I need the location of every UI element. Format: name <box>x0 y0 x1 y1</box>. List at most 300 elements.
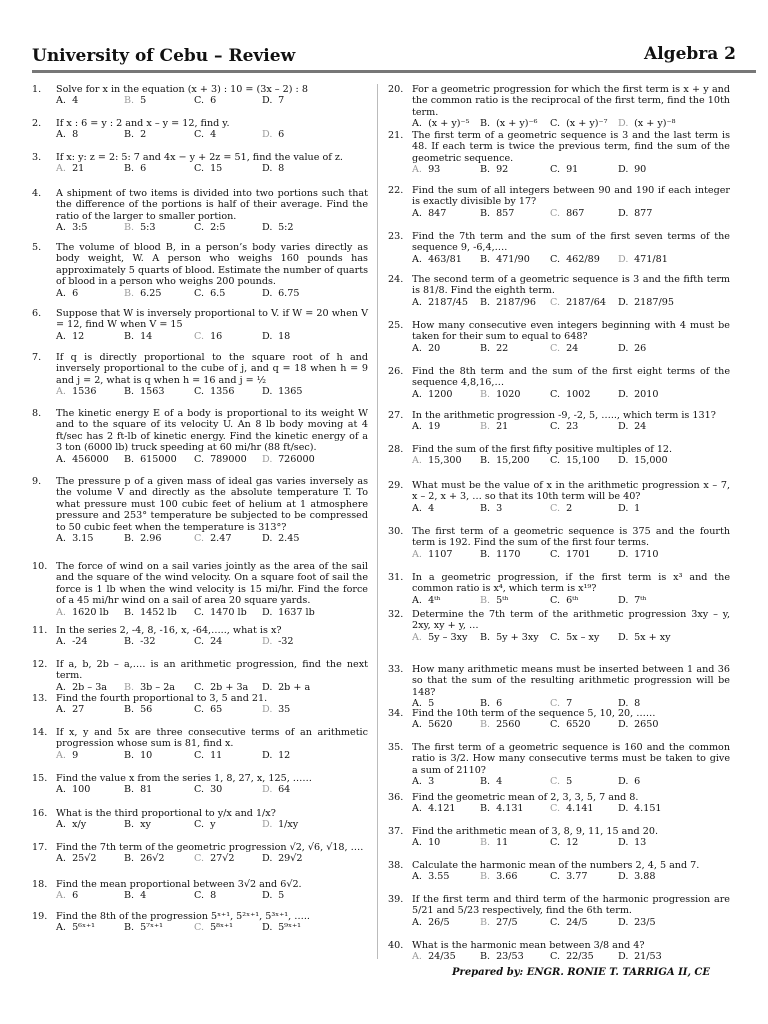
option-letter: B. <box>480 421 491 433</box>
question-number: 5. <box>32 242 42 253</box>
answer-options <box>56 386 368 397</box>
question-number: 21. <box>388 130 404 141</box>
question-text: Find the 8th of the progression 5ˣ⁺¹, 5²ˣ⁺¹, 5³ˣ⁺¹, ….. <box>56 911 310 922</box>
option-letter: B. <box>124 533 135 545</box>
option-letter: A. <box>412 502 422 514</box>
option-text: 26√2 <box>140 853 165 865</box>
option-letter: A. <box>412 776 422 788</box>
option-letter: D. <box>618 455 629 467</box>
question-text: The first term of a geometric sequence is 375 and the fourth term is 192. Find the sum of the first four terms. <box>412 526 730 549</box>
option-text: (x + y)⁻⁵ <box>428 118 470 130</box>
option-text: 6 <box>210 95 217 107</box>
option-text: 5⁶ˣ⁺¹ <box>72 922 95 934</box>
option-letter: D. <box>262 819 273 831</box>
option-text: 6 <box>72 287 79 299</box>
option-letter: D. <box>618 951 629 963</box>
answer-option <box>194 331 262 342</box>
answer-option <box>124 704 194 715</box>
option-text: 20 <box>428 342 441 354</box>
option-letter: A. <box>56 890 66 902</box>
answer-option <box>124 386 194 397</box>
option-text: 4.131 <box>496 803 524 815</box>
option-letter: D. <box>618 253 629 265</box>
answer-option <box>124 636 194 647</box>
option-letter: D. <box>262 287 273 299</box>
option-letter: D. <box>262 890 273 902</box>
question-text: The kinetic energy E of a body is proportional to its weight W and to the square of its velocity U. An 8 lb body moving at 4 ft/sec has 2 ft-lb of kinetic energy. Find the kinetic energy of a 3 ton (6000 lb) truck speeding at 60 mi/hr (88 ft/sec). <box>56 408 368 454</box>
option-text: 867 <box>566 207 585 219</box>
option-text: 8 <box>278 163 285 175</box>
option-letter: C. <box>550 455 561 467</box>
answer-option <box>124 890 194 901</box>
question-number: 1. <box>32 84 42 95</box>
option-letter: C. <box>194 749 205 761</box>
option-letter: C. <box>194 163 205 175</box>
option-text: 5ᵗʰ <box>496 594 509 606</box>
question-item <box>388 274 730 308</box>
option-text: -24 <box>72 636 88 648</box>
question-number: 19. <box>32 911 48 922</box>
option-letter: B. <box>480 455 491 467</box>
option-text: 1452 lb <box>140 606 177 618</box>
answer-options <box>56 222 368 233</box>
question-item <box>32 693 368 716</box>
answer-option <box>412 549 480 560</box>
answer-options <box>412 343 730 354</box>
question-text: Find the 7th term of the geometric progression √2, √6, √18, …. <box>56 842 364 853</box>
option-letter: C. <box>550 916 561 928</box>
answer-option <box>56 853 124 864</box>
question-number: 23. <box>388 231 404 242</box>
answer-option <box>124 163 194 174</box>
answer-options <box>412 164 730 175</box>
answer-option <box>56 607 124 618</box>
question-item <box>32 242 368 299</box>
option-letter: B. <box>124 922 135 934</box>
option-text: 5y + 3xy <box>496 631 539 643</box>
option-text: 27 <box>72 704 85 716</box>
answer-option <box>480 917 550 928</box>
option-letter: C. <box>194 330 205 342</box>
answer-option <box>194 163 262 174</box>
option-letter: C. <box>550 803 561 815</box>
answer-option <box>618 421 730 432</box>
answer-option <box>194 682 262 693</box>
answer-option <box>262 163 368 174</box>
option-text: 6ᵗʰ <box>566 594 579 606</box>
question-number: 4. <box>32 188 42 199</box>
option-letter: A. <box>56 636 66 648</box>
answer-option <box>480 549 550 560</box>
answer-options <box>412 719 730 730</box>
answer-option <box>618 549 730 560</box>
question-item <box>32 308 368 342</box>
option-text: 4.121 <box>428 803 456 815</box>
option-letter: D. <box>262 163 273 175</box>
question-number: 33. <box>388 664 404 675</box>
question-text: In a geometric progression, if the first term is x³ and the common ratio is x⁴, which term is x¹⁹? <box>412 572 730 595</box>
option-text: 26/5 <box>428 916 450 928</box>
option-letter: D. <box>262 853 273 865</box>
option-text: 2.45 <box>278 533 300 545</box>
answer-option <box>56 819 124 830</box>
answer-option <box>194 636 262 647</box>
question-item <box>32 879 368 902</box>
option-letter: B. <box>480 342 491 354</box>
option-text: 24 <box>634 421 647 433</box>
option-text: 6.75 <box>278 287 300 299</box>
question-item <box>388 894 730 928</box>
question-text: If x: y: z = 2: 5: 7 and 4x − y + 2z = 51, find the value of z. <box>56 152 343 163</box>
answer-options <box>56 922 368 933</box>
question-text: The pressure p of a given mass of ideal gas varies inversely as the volume V and directly as the absolute temperature T. To what pressure must 100 cubic feet of helium at 1 atmosphere pressure and 253° temperature be subjected to be compressed to 50 cubic feet when the temperature is 313°? <box>56 476 368 533</box>
question-number: 36. <box>388 792 404 803</box>
answer-options <box>56 163 368 174</box>
option-letter: C. <box>194 533 205 545</box>
option-text: 92 <box>496 164 509 176</box>
answer-option <box>56 288 124 299</box>
option-letter: B. <box>480 719 491 731</box>
answer-option <box>412 776 480 787</box>
answer-option <box>56 163 124 174</box>
answer-options <box>56 636 368 647</box>
option-letter: C. <box>194 819 205 831</box>
option-letter: D. <box>262 681 273 693</box>
option-text: 15 <box>210 163 223 175</box>
question-number: 32. <box>388 609 404 620</box>
question-number: 20. <box>388 84 404 95</box>
answer-options <box>56 750 368 761</box>
option-text: 6 <box>634 776 641 788</box>
option-letter: C. <box>194 922 205 934</box>
option-letter: B. <box>480 871 491 883</box>
option-letter: B. <box>124 681 135 693</box>
option-text: 7 <box>278 95 285 107</box>
option-text: 23 <box>566 421 579 433</box>
question-item <box>388 664 730 710</box>
option-letter: D. <box>618 776 629 788</box>
option-text: 5⁷ˣ⁺¹ <box>140 922 163 934</box>
answer-option <box>56 704 124 715</box>
question-item <box>388 572 730 606</box>
option-letter: B. <box>124 386 135 398</box>
option-letter: D. <box>262 636 273 648</box>
option-text: 26 <box>634 342 647 354</box>
question-item <box>32 84 368 107</box>
answer-option <box>412 595 480 606</box>
question-item <box>32 152 368 175</box>
answer-option <box>550 803 618 814</box>
question-text: Find the 10th term of the sequence 5, 10, 20, …… <box>412 708 656 719</box>
question-text: The first term of a geometric sequence is 160 and the common ratio is 3/2. How many consecutive terms must be taken to give a sum of 2110? <box>412 742 730 776</box>
option-letter: B. <box>480 594 491 606</box>
answer-option <box>480 503 550 514</box>
option-letter: B. <box>124 853 135 865</box>
option-letter: A. <box>56 386 66 398</box>
option-letter: B. <box>124 636 135 648</box>
question-text: What must be the value of x in the arithmetic progression x – 7, x – 2, x + 3, … so that its 10th term will be 40? <box>412 480 730 503</box>
option-letter: B. <box>124 704 135 716</box>
answer-option <box>550 776 618 787</box>
option-text: 1563 <box>140 386 165 398</box>
option-text: (x + y)⁻⁷ <box>566 118 608 130</box>
answer-options <box>412 254 730 265</box>
answer-option <box>262 533 368 544</box>
option-text: 471/81 <box>634 253 668 265</box>
option-letter: C. <box>194 386 205 398</box>
option-text: 1 <box>634 502 641 514</box>
question-number: 34. <box>388 708 404 719</box>
option-letter: B. <box>480 164 491 176</box>
answer-options <box>412 208 730 219</box>
question-item <box>388 130 730 176</box>
option-letter: B. <box>124 819 135 831</box>
option-text: 10 <box>140 749 153 761</box>
option-letter: A. <box>56 163 66 175</box>
option-text: 15,300 <box>428 455 462 467</box>
option-text: 29√2 <box>278 853 303 865</box>
answer-option <box>618 118 730 129</box>
answer-option <box>194 819 262 830</box>
option-letter: D. <box>262 386 273 398</box>
option-text: 3 <box>428 776 435 788</box>
answer-option <box>550 503 618 514</box>
answer-option <box>124 222 194 233</box>
answer-option <box>262 129 368 140</box>
option-text: 2187/45 <box>428 296 468 308</box>
answer-option <box>124 607 194 618</box>
option-letter: D. <box>618 698 629 710</box>
answer-option <box>124 682 194 693</box>
question-text: For a geometric progression for which the first term is x + y and the common ratio is the reciprocal of the first term, find the 10th term. <box>412 84 730 118</box>
question-item <box>32 476 368 544</box>
option-letter: D. <box>262 95 273 107</box>
option-letter: A. <box>412 951 422 963</box>
answer-option <box>262 222 368 233</box>
answer-options <box>412 421 730 432</box>
answer-option <box>412 503 480 514</box>
prepared-by: Prepared by: ENGR. RONIE T. TARRIGA II, CE <box>452 967 710 978</box>
option-text: 21 <box>496 421 509 433</box>
option-text: 35 <box>278 704 291 716</box>
answer-options <box>56 890 368 901</box>
option-letter: B. <box>480 837 491 849</box>
answer-option <box>124 750 194 761</box>
option-letter: C. <box>194 890 205 902</box>
answer-option <box>412 297 480 308</box>
answer-option <box>412 118 480 129</box>
answer-option <box>550 164 618 175</box>
option-letter: A. <box>56 222 66 234</box>
question-text: Determine the 7th term of the arithmetic progression 3xy – y, 2xy, xy + y, … <box>412 609 730 632</box>
option-text: 789000 <box>210 453 247 465</box>
option-letter: D. <box>262 606 273 618</box>
answer-option <box>480 595 550 606</box>
option-letter: A. <box>412 594 422 606</box>
question-item <box>388 742 730 788</box>
option-text: 24/35 <box>428 951 456 963</box>
option-letter: C. <box>550 118 561 130</box>
answer-option <box>194 750 262 761</box>
option-letter: C. <box>194 222 205 234</box>
option-letter: A. <box>56 129 66 141</box>
question-number: 15. <box>32 773 48 784</box>
option-text: x/y <box>72 819 87 831</box>
answer-option <box>262 853 368 864</box>
question-item <box>388 366 730 400</box>
option-letter: C. <box>194 784 205 796</box>
option-text: -32 <box>140 636 156 648</box>
option-text: 5x + xy <box>634 631 671 643</box>
option-letter: D. <box>618 719 629 731</box>
answer-option <box>412 837 480 848</box>
question-item <box>388 826 730 849</box>
option-text: 65 <box>210 704 223 716</box>
option-text: 3b – 2a <box>140 681 176 693</box>
question-number: 37. <box>388 826 404 837</box>
option-text: 1170 <box>496 548 521 560</box>
option-text: 1620 lb <box>72 606 109 618</box>
option-letter: B. <box>124 95 135 107</box>
option-text: 1020 <box>496 388 521 400</box>
option-letter: D. <box>262 533 273 545</box>
question-item <box>388 320 730 354</box>
answer-option <box>550 254 618 265</box>
option-text: 3:5 <box>72 222 88 234</box>
question-text: What is the harmonic mean between 3/8 and 4? <box>412 940 645 951</box>
answer-option <box>480 951 550 962</box>
option-letter: D. <box>262 129 273 141</box>
option-text: 1710 <box>634 548 659 560</box>
question-number: 38. <box>388 860 404 871</box>
answer-option <box>262 386 368 397</box>
option-letter: B. <box>480 803 491 815</box>
option-letter: B. <box>124 287 135 299</box>
answer-options <box>56 533 368 544</box>
question-item <box>32 352 368 398</box>
option-text: 2187/64 <box>566 296 606 308</box>
answer-option <box>480 803 550 814</box>
question-text: The force of wind on a sail varies jointly as the area of the sail and the square of the wind velocity. On a square foot of sail the force is 1 lb when the wind velocity is 15 mi/hr. Find the force of a 45 mi/hr wind on a sail of area 20 square yards. <box>56 561 368 607</box>
question-text: Solve for x in the equation (x + 3) : 10 = (3x – 2) : 8 <box>56 84 308 95</box>
question-number: 11. <box>32 625 48 636</box>
answer-option <box>618 503 730 514</box>
question-item <box>32 118 368 141</box>
question-text: What is the third proportional to y/x and 1/x? <box>56 808 276 819</box>
option-text: 11 <box>210 749 223 761</box>
option-text: 6520 <box>566 719 591 731</box>
answer-options <box>56 607 368 618</box>
question-item <box>32 727 368 761</box>
option-text: 3.66 <box>496 871 518 883</box>
option-letter: A. <box>412 207 422 219</box>
answer-option <box>56 922 124 933</box>
answer-option <box>480 632 550 643</box>
answer-option <box>480 118 550 129</box>
answer-option <box>412 632 480 643</box>
option-text: 6 <box>496 698 503 710</box>
option-letter: B. <box>124 453 135 465</box>
answer-option <box>412 951 480 962</box>
option-text: 14 <box>140 330 153 342</box>
option-text: 1200 <box>428 388 453 400</box>
answer-option <box>124 288 194 299</box>
column-divider <box>377 84 378 959</box>
option-text: 24 <box>210 636 223 648</box>
answer-options <box>412 455 730 466</box>
answer-option <box>124 129 194 140</box>
option-text: 11 <box>496 837 509 849</box>
answer-option <box>56 890 124 901</box>
option-text: 81 <box>140 784 153 796</box>
answer-option <box>56 454 124 465</box>
answer-option <box>550 917 618 928</box>
option-text: 3.88 <box>634 871 656 883</box>
option-letter: A. <box>412 342 422 354</box>
question-number: 6. <box>32 308 42 319</box>
question-item <box>32 911 368 934</box>
question-item <box>388 444 730 467</box>
option-letter: C. <box>550 502 561 514</box>
question-item <box>32 773 368 796</box>
answer-options <box>412 549 730 560</box>
option-text: 2b + a <box>278 681 311 693</box>
option-letter: D. <box>262 330 273 342</box>
option-letter: A. <box>412 296 422 308</box>
answer-option <box>194 607 262 618</box>
answer-option <box>618 164 730 175</box>
option-text: 6.25 <box>140 287 162 299</box>
question-number: 27. <box>388 410 404 421</box>
question-text: Find the sum of all integers between 90 and 190 if each integer is exactly divisible by 17? <box>412 185 730 208</box>
option-letter: D. <box>618 803 629 815</box>
question-text: Find the 7th term and the sum of the first seven terms of the sequence 9, -6,4,…. <box>412 231 730 254</box>
answer-option <box>412 871 480 882</box>
answer-option <box>194 222 262 233</box>
answer-options <box>56 853 368 864</box>
question-item <box>32 188 368 234</box>
option-text: 1107 <box>428 548 453 560</box>
option-text: -32 <box>278 636 294 648</box>
option-text: 8 <box>634 698 641 710</box>
question-number: 18. <box>32 879 48 890</box>
answer-options <box>412 297 730 308</box>
option-text: 4.151 <box>634 803 662 815</box>
option-letter: D. <box>618 164 629 176</box>
question-text: A shipment of two items is divided into two portions such that the difference of the portions is half of their average. Find the ratio of the larger to smaller portion. <box>56 188 368 222</box>
question-text: Suppose that W is inversely proportional to V. if W = 20 when V = 12, find W when V = 15 <box>56 308 368 331</box>
question-item <box>32 808 368 831</box>
answer-option <box>56 331 124 342</box>
option-letter: D. <box>618 118 629 130</box>
answer-option <box>480 776 550 787</box>
answer-option <box>618 208 730 219</box>
option-text: 12 <box>566 837 579 849</box>
option-text: 21/53 <box>634 951 662 963</box>
question-item <box>388 940 730 963</box>
option-letter: B. <box>480 118 491 130</box>
answer-option <box>194 386 262 397</box>
answer-option <box>262 95 368 106</box>
question-number: 17. <box>32 842 48 853</box>
option-text: 2010 <box>634 388 659 400</box>
option-text: 3.55 <box>428 871 450 883</box>
option-letter: A. <box>56 853 66 865</box>
answer-option <box>618 871 730 882</box>
answer-option <box>194 288 262 299</box>
answer-options <box>56 682 368 693</box>
question-text: Find the arithmetic mean of 3, 8, 9, 11, 15 and 20. <box>412 826 659 837</box>
